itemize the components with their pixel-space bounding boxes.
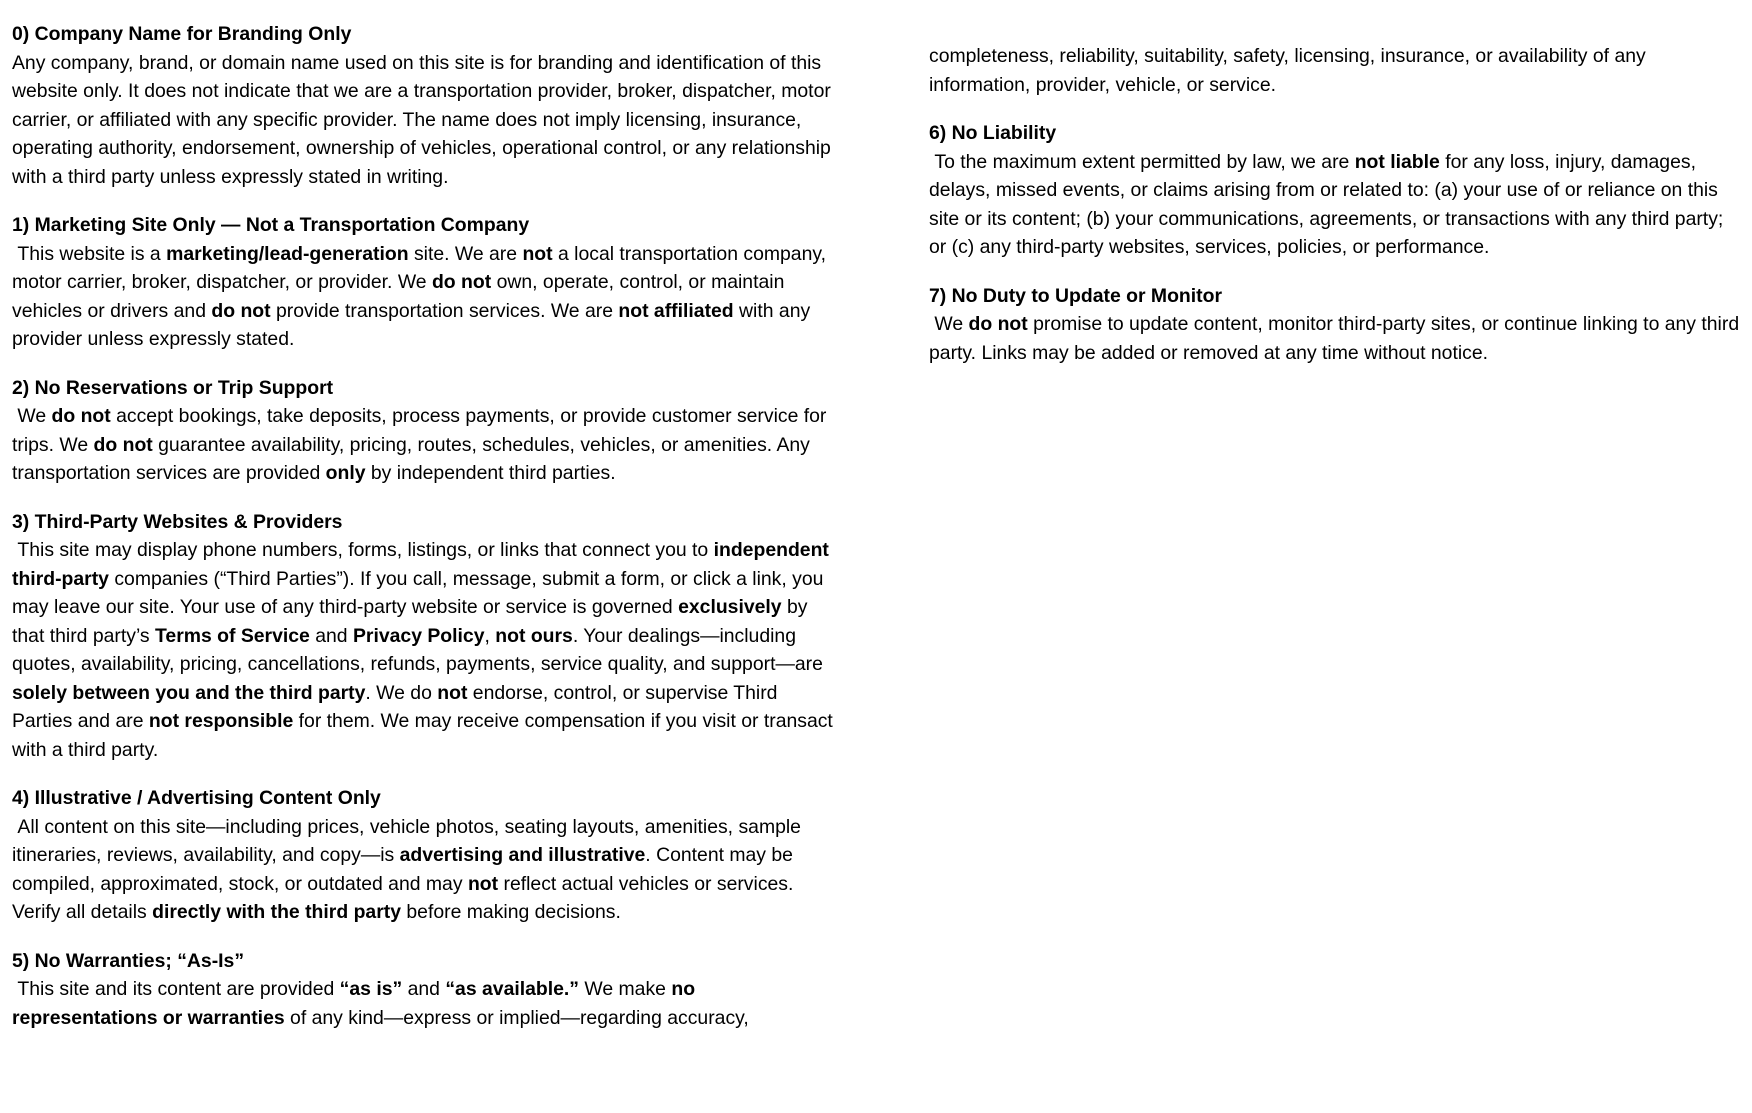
emphasis-bold: Privacy Policy [352, 624, 485, 647]
disclaimer-section [12, 20, 837, 191]
disclaimer-section [12, 211, 833, 354]
emphasis-bold: not responsible [148, 710, 294, 732]
section-heading: 5) No Warranties; “As-Is” [12, 949, 245, 972]
section-body: To the maximum extent permitted by law, we are not liable for any loss, injury, damages, delays, missed events, or claims arising from or related to: (a) your use of or reliance on this site or its content; (b) your communications, agreements, or transactions with any third party; or (c) any third-party websites, services, policies, or performance. [929, 150, 1729, 258]
section-heading: 6) No Liability [929, 122, 1057, 144]
emphasis-bold: do not [211, 299, 271, 322]
emphasis-bold: not [437, 681, 468, 704]
emphasis-bold: Terms of Service [155, 624, 310, 647]
emphasis-bold: independent third-party [12, 539, 835, 590]
section-body: completeness, reliability, suitability, safety, licensing, insurance, or availability of any information, provider, vehicle, or service. [929, 45, 1652, 96]
emphasis-bold: only [325, 462, 366, 484]
section-body: Any company, brand, or domain name used on this site is for branding and identification of this website only. It does not indicate that we are a transportation provider, broker, dispatcher, motor carrier, or affiliated with any specific provider. The name does not imply licensing, insurance, operating authority, endorsement, ownership of vehicles, operational control, or any relationship with a third party unless expressly stated in writing. [12, 51, 837, 188]
section-heading: 2) No Reservations or Trip Support [12, 376, 334, 399]
emphasis-bold: not liable [1354, 150, 1440, 173]
disclaimer-section [12, 508, 839, 765]
emphasis-bold: not [467, 872, 499, 895]
emphasis-bold: “as available.” [445, 978, 580, 1000]
section-heading: 0) Company Name for Branding Only [12, 23, 352, 45]
section-heading: 3) Third-Party Websites & Providers [12, 510, 343, 533]
section-body: This site may display phone numbers, forms, listings, or links that connect you to independent third-party companies (“Third Parties”). If you call, message, submit a form, or click a link, you may leave our site. Your use of any third-party website or service is governed exclusively by that third party’s Terms of Service and Privacy Policy, not ours. Your dealings—including quotes, availability, pricing, cancellations, refunds, payments, service quality, and support—are solely between you and the third party. We do not endorse, control, or supervise Third Parties and are not responsible for them. We may receive compensation if you visit or transact with a third party. [12, 539, 839, 761]
disclaimer-section [929, 42, 1741, 99]
emphasis-bold: “as is” [339, 978, 403, 1000]
disclaimer-section [12, 784, 833, 927]
section-heading: 4) Illustrative / Advertising Content Only [12, 787, 381, 809]
section-heading: 1) Marketing Site Only — Not a Transportation Company [12, 214, 530, 236]
emphasis-bold: advertising and illustrative [399, 844, 646, 866]
emphasis-bold: do not [51, 405, 111, 427]
emphasis-bold: not affiliated [618, 299, 734, 322]
section-body: All content on this site—including prices, vehicle photos, seating layouts, amenities, sample itineraries, reviews, availability, and copy—is advertising and illustrative. Content may be compiled, approximated, stock, or outdated and may not reflect actual vehicles or services. Verify all details directly with the third party before making decisions. [12, 815, 807, 923]
section-body: We do not promise to update content, monitor third-party sites, or continue linking to any third party. Links may be added or removed at any time without notice. [929, 313, 1745, 364]
disclaimer-section [12, 947, 833, 1033]
emphasis-bold: no representations or warranties [12, 978, 701, 1029]
section-body: We do not accept bookings, take deposits, process payments, or provide customer service for trips. We do not guarantee availability, pricing, routes, schedules, vehicles, or amenities. Any transportation services are provided only by independent third parties. [12, 405, 832, 484]
text-column-left [12, 20, 839, 1052]
emphasis-bold: solely between you and the third party [12, 681, 366, 704]
emphasis-bold: not [522, 242, 553, 265]
section-body: This website is a marketing/lead-generation site. We are not a local transportation company, motor carrier, broker, dispatcher, or provider. We do not own, operate, control, or maintain vehicles or drivers and do not provide transportation services. We are not affiliated with any provider unless expressly stated. [12, 242, 832, 350]
disclaimer-section [929, 282, 1745, 368]
emphasis-bold: do not [968, 313, 1028, 335]
disclaimer-section [12, 374, 833, 488]
disclaimer-section [929, 119, 1741, 262]
section-heading: 7) No Duty to Update or Monitor [929, 284, 1222, 307]
emphasis-bold: do not [93, 433, 153, 456]
section-body: This site and its content are provided “as is” and “as available.” We make no representations or warranties of any kind—express or implied—regarding accuracy, [12, 978, 749, 1029]
emphasis-bold: marketing/lead-generation [166, 242, 409, 265]
text-column-right [929, 42, 1745, 387]
emphasis-bold: directly with the third party [152, 901, 401, 923]
emphasis-bold: not ours [495, 624, 573, 647]
emphasis-bold: do not [431, 271, 492, 293]
emphasis-bold: exclusively [678, 596, 782, 618]
